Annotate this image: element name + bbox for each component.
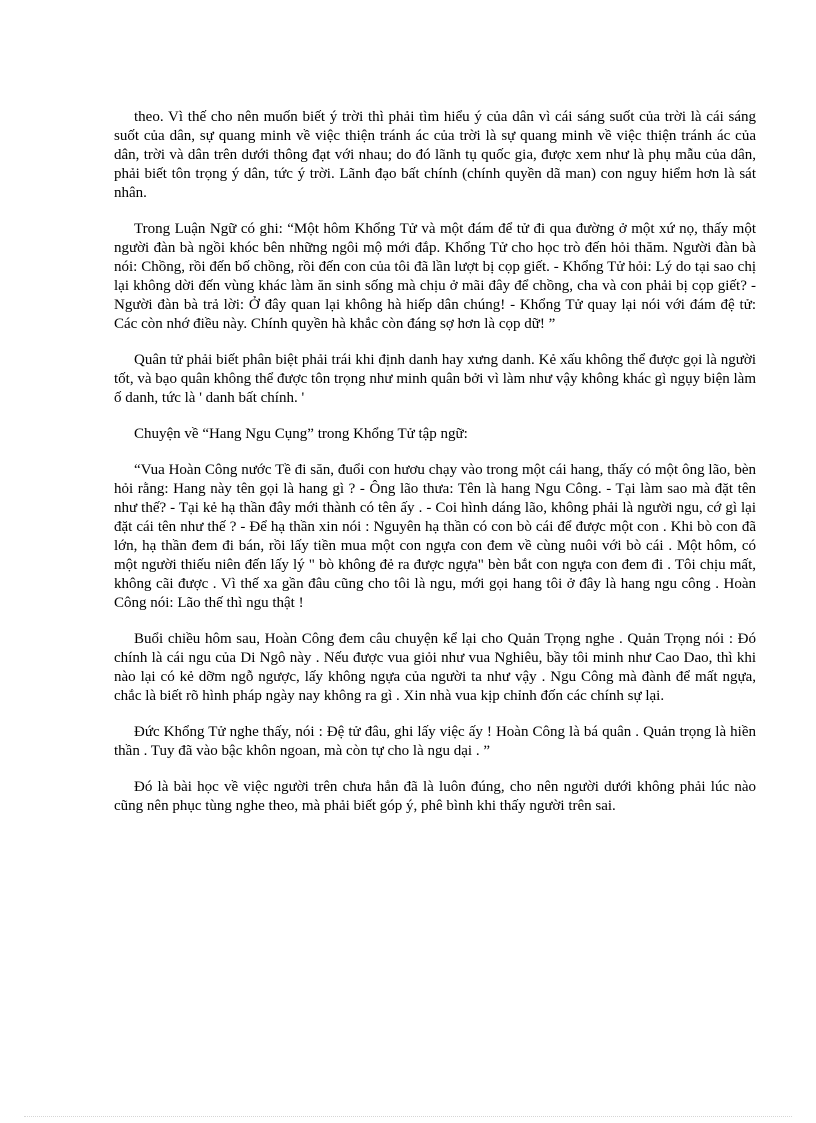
paragraph-3: Quân tử phải biết phân biệt phải trái khi định danh hay xưng danh. Kẻ xấu không thể được gọi là người tốt, và bạo quân không thể được tôn trọng như minh quân bởi vì làm như vậy không khác gì ngụy biện làm ố danh, tức là ' danh bất chính. ' xyxy=(114,352,756,406)
paragraph-8: Đó là bài học về việc người trên chưa hẳn đã là luôn đúng, cho nên người dưới không phải lúc nào cũng nên phục tùng nghe theo, mà phải biết góp ý, phê bình khi thấy người trên sai. xyxy=(114,779,756,814)
paragraph-2: Trong Luận Ngữ có ghi: “Một hôm Khổng Tử và một đám để tử đi qua đường ở một xứ nọ, thấy một người đàn bà ngồi khóc bên những ngôi mộ mới đắp. Khổng Tử cho học trò đến hỏi thăm. Người đàn bà nói: Chồng, rồi đến bố chồng, rồi đến con của tôi đã lần lượt bị cọp giết. - Khổng Tử hỏi: Lý do tại sao chị lại không dời đến vùng khác làm ăn sinh sống mà chịu ở mãi đây để chồng, cha và con phải bị cọp giết? - Người đàn bà trả lời: Ở đây quan lại không hà hiếp dân chúng! - Khổng Tử quay lại nói với đám đệ tử: Các còn nhớ điều này. Chính quyền hà khắc còn đáng sợ hơn là cọp dữ! ” xyxy=(114,221,756,332)
page-footer-divider xyxy=(24,1116,792,1117)
paragraph-1: theo. Vì thế cho nên muốn biết ý trời thì phải tìm hiểu ý của dân vì cái sáng suốt của trời là cái sáng suốt của dân, sự quang minh về việc thiện tránh ác của trời là sự quang minh về việc thiện tránh ác của dân, trời và dân trên dưới thông đạt với nhau; do đó lãnh tụ quốc gia, được xem như là phụ mẫu của dân, phải biết tôn trọng ý dân, tức ý trời. Lãnh đạo bất chính (chính quyền dã man) con nguy hiểm hơn là sát nhân. xyxy=(114,109,756,201)
paragraph-5: “Vua Hoàn Công nước Tề đi săn, đuổi con hươu chạy vào trong một cái hang, thấy có một ông lão, bèn hỏi rằng: Hang này tên gọi là hang gì ? - Ông lão thưa: Tên là hang Ngu Công. - Tại làm sao mà đặt tên như thế? - Tại kẻ hạ thần đây mới thành có tên ấy . - Coi hình dáng lão, không phải là người ngu, cớ gì lại đặt cái tên như thế ? - Để hạ thần xin nói : Nguyên hạ thần có con bò cái để được một con . Khi bò con đã lớn, hạ thần đem đi bán, rồi lấy tiền mua một con ngựa con đem về cùng nuôi với bò cái . Một hôm, có một người thiếu niên đến lấy lý " bò không đẻ ra được ngựa" bèn bắt con ngựa con đem đi . Tôi chịu mất, không cãi được . Vì thế xa gần đâu cũng cho tôi là ngu, mới gọi hang tôi ở đây là hang ngu công . Hoàn Công nói: Lão thế thì ngu thật ! xyxy=(114,462,756,611)
paragraph-4: Chuyện về “Hang Ngu Cụng” trong Khổng Tử tập ngữ: xyxy=(134,426,468,442)
paragraph-6: Buổi chiều hôm sau, Hoàn Công đem câu chuyện kể lại cho Quản Trọng nghe . Quản Trọng nói : Đó chính là cái ngu của Di Ngô này . Nếu được vua giỏi như vua Nghiêu, bầy tôi minh như Cao Dao, thì khi nào lại có kẻ dỡm ngỗ ngược, lấy không ngựa của người ta như vậy . Ngu Công mà đành để mất ngựa, chắc là biết rõ hình pháp ngày nay không ra gì . Xin nhà vua kịp chỉnh đốn các chính sự lại. xyxy=(114,631,756,704)
document-page xyxy=(114,108,756,833)
paragraph-7: Đức Khổng Tử nghe thấy, nói : Đệ tử đâu, ghi lấy việc ấy ! Hoàn Công là bá quân . Quản trọng là hiền thần . Tuy đã vào bậc khôn ngoan, mà còn tự cho là ngu dại . ” xyxy=(114,724,756,759)
